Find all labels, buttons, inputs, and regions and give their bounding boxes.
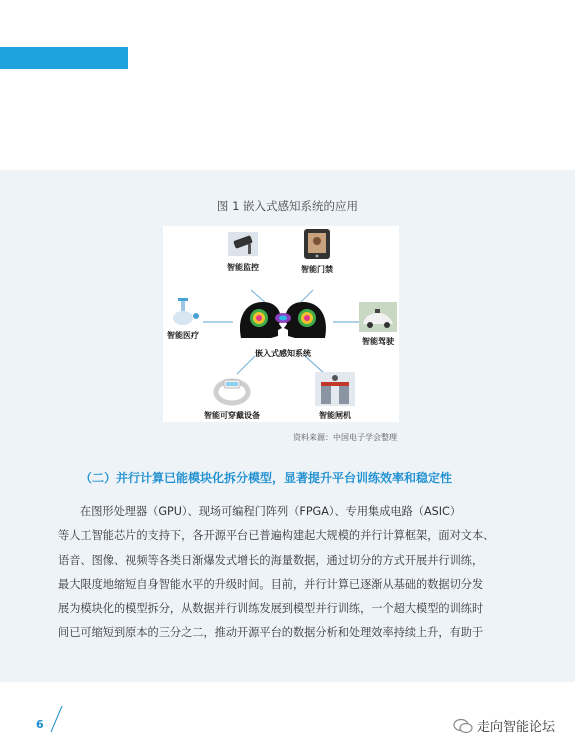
header-accent-bar (0, 47, 128, 69)
node-door-access: 智能门禁 (295, 228, 339, 275)
self-driving-car-icon (359, 302, 397, 332)
wechat-icon (453, 718, 473, 734)
section-heading: （二）并行计算已能模块化拆分模型，显著提升平台训练效率和稳定性 (80, 471, 453, 485)
figure-diagram (163, 226, 399, 422)
brain-heads-icon (235, 298, 331, 344)
medical-robot-icon (166, 296, 200, 326)
paragraph-line: 在图形处理器（GPU）、现场可编程门阵列（FPGA）、专用集成电路（ASIC） (80, 505, 462, 518)
paragraph-line: 语音、图像、视频等各类日渐爆发式增长的海量数据，通过切分的方式开展并行训练， (58, 553, 484, 567)
body-paragraph (58, 500, 518, 646)
node-medical: 智能医疗 (163, 296, 203, 341)
figure-source: 资料来源：中国电子学会整理 (293, 433, 397, 442)
node-wearable: 智能可穿戴设备 (195, 374, 269, 421)
node-driving: 智能驾驶 (357, 302, 399, 347)
node-gate: 智能闸机 (313, 372, 357, 421)
face-terminal-icon (302, 228, 332, 260)
smart-band-icon (212, 374, 252, 406)
page-slash-icon (48, 704, 64, 734)
turnstile-gate-icon (315, 372, 355, 406)
security-camera-icon (226, 230, 260, 258)
node-surveillance: 智能监控 (215, 230, 271, 273)
page-number: 6 (36, 718, 44, 731)
paragraph-line: 间已可缩短到原本的三分之二，推动开源平台的数据分析和处理效率持续上升，有助于 (58, 626, 484, 640)
paragraph-line: 最大限度地缩短自身智能水平的升级时间。目前，并行计算已逐渐从基础的数据切分发 (58, 577, 484, 591)
center-label: 嵌入式感知系统 (255, 349, 311, 358)
center-node (235, 298, 331, 359)
paragraph-line: 展为模块化的模型拆分，从数据并行训练发展到模型并行训练，一个超大模型的训练时 (58, 602, 484, 616)
brand-name: 走向智能论坛 (476, 720, 555, 735)
paragraph-line: 等人工智能芯片的支持下，各开源平台已普遍构建起大规模的并行计算框架，面对文本、 (58, 529, 495, 543)
footer-brand (453, 716, 555, 735)
figure-title: 图 1 嵌入式感知系统的应用 (216, 199, 359, 213)
